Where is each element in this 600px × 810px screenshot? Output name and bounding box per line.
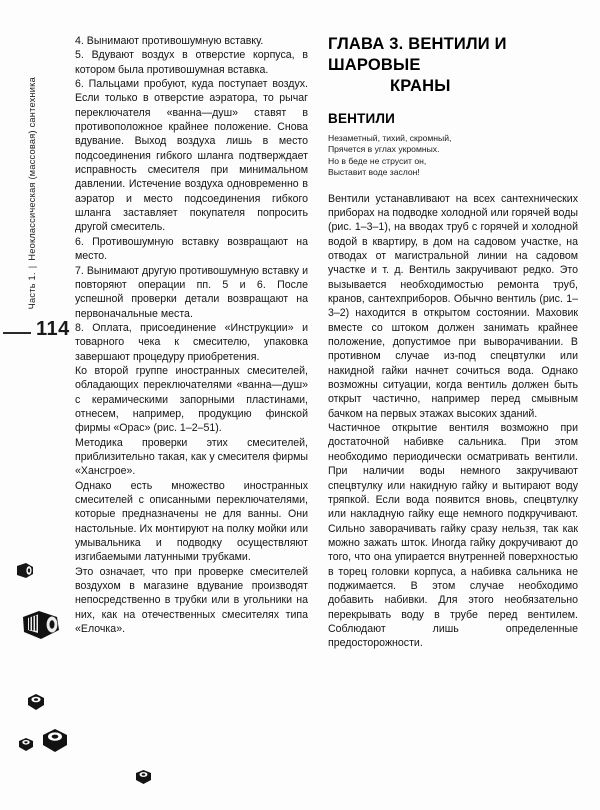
paragraph: Однако есть множество иностранных смесителей с описанными переключателями, которые предназначены не для ванны. Они настольные. Их монтируют на полку мойки или умывальника и подводку осуществляют изгибаемыми латунными трубками. [75,479,308,564]
epigraph-line: Выставит воде заслон! [328,167,420,178]
text-columns [75,34,580,764]
paragraph: 7. Вынимают другую противошумную вставку и повторяют операции пп. 5 и 6. После успешной проверки детали возвращают на первоначальные места. [75,264,308,320]
paragraph: Частичное открытие вентиля возможно при достаточной набивке сальника. При этом необходимо периодически осматривать вентили. При наличии воды немного закручивают спецвтулку или накидную гайку и вытирают воду тряпкой. Если вода появится вновь, спецвтулку или накладную гайку еще немного подкручивают. Сильно заворачивать гайку сразу нельзя, так как можно зажать шток. Иногда гайку докручивают до того, что она упирается внутренней поверхностью в торец головки корпуса, а набивка сальника не поджимается. В этом случае необходимо добавить набивки. Для этого необязательно перекрывать воду в трубе перед вентилем. Соблюдают лишь определенные предосторожности. [328,422,578,650]
paragraph: 6. Противошумную вставку возвращают на место. [75,235,308,263]
folio-rule [3,332,31,334]
nut-small-middle-illustration [24,692,48,713]
running-head-title: Неоклассическая (массовая) сантехника [27,77,37,261]
paragraph: 8. Оплата, присоединение «Инструкции» и товарного чека к смесителю, упаковка завершают процедуру приобретения. [75,321,308,363]
epigraph-line: Но в беде не струсит он, [328,155,427,166]
paragraph: Методика проверки этих смесителей, приблизительно такая, как у смесителя фирмы «Хансгрое». [75,436,308,478]
nut-bottom-center-illustration [133,768,154,787]
paragraph: Ко второй группе иностранных смесителей, обладающих переключателями «ванна—душ» с керамическими запорными пластинами, отнесем, например, продукцию финской фирмы «Орас» (рис. 1–2–51). [75,364,308,435]
chapter-title [328,34,578,97]
bolt-large-illustration [19,608,63,642]
bolt-small-top-illustration [14,561,36,581]
chapter-number: ГЛАВА 3. [328,35,404,53]
paragraph: 5. Вдувают воздух в отверстие корпуса, в котором была противошумная вставка. [75,49,308,76]
margin-rail [0,0,72,810]
running-head-part: Часть 1. [27,272,37,310]
paragraph: 4. Вынимают противошумную вставку. [75,35,264,47]
left-text-column [75,34,308,636]
page-number: 114 [36,318,70,340]
epigraph [328,133,578,179]
epigraph-line: Прячется в углах укромных. [328,144,440,155]
running-head-separator: | [27,265,37,269]
section-title: ВЕНТИЛИ [328,111,396,126]
right-text-column [328,34,578,651]
chapter-title-line-2: КРАНЫ [390,77,451,95]
nut-large-lower-illustration [39,727,71,755]
paragraph: 6. Пальцами пробуют, куда поступает воздух. Если только в отверстие аэратора, то рычаг переключателя «ванна—душ» ставят в противоположное крайнее положение. Снова вдувание. Выход воздуха лишь в место подсоединения гибкого шланга подтверждает исправность смесителя при минимальном давлении. Истечение воздуха одновременно в аэратор и место подсоединения гибкого шланга заставляет покупателя попросить другой смеситель. [75,78,308,234]
chapter-title-line-1: ВЕНТИЛИ И ШАРОВЫЕ [328,35,507,74]
paragraph: Вентили устанавливают на всех сантехнических приборах на подводке холодной или горячей воды (рис. 1–3–1), на вводах труб с горячей и холодной водой в квартиру, в дом на садовом участке, на отводах от магистральной линии на садовом участке и т. д. Вентиль закручивают редко. Это вызывается необходимостью ремонта труб, кранов, сантехприборов. Обычно вентиль (рис. 1–3–2) находится в открытом состоянии. Маховик вместе со штоком должен занимать крайнее положение, допустимое при выворачивании. В противном случае из-под спецвтулки или накидной гайки начнет сочиться вода. Однако возможны ситуации, когда вентиль должен быть открыт частично, например перед смывным бачком на первых этажах высоких зданий. [328,192,578,420]
nut-tiny-lower-illustration [16,736,36,754]
epigraph-line: Незаметный, тихий, скромный, [328,133,452,143]
paragraph: Это означает, что при проверке смесителей воздухом в магазине вдувание производят непосредственно в трубки или в угольники на них, как на отечественных смесителях типа «Елочка». [75,565,308,636]
